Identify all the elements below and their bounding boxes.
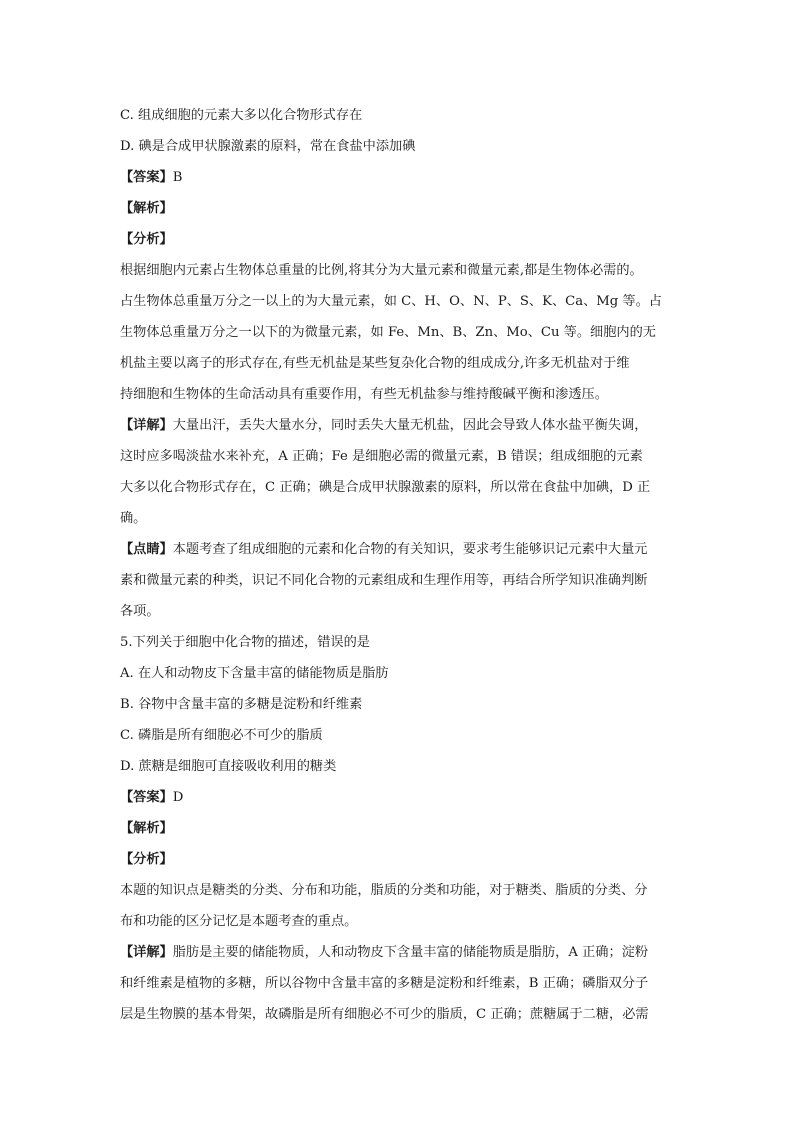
paragraph-line: 【详解】脂肪是主要的储能物质，人和动物皮下含量丰富的储能物质是脂肪，A 正确；淀粉 <box>120 945 649 960</box>
paragraph-line: 【点睛】本题考查了组成细胞的元素和化合物的有关知识，要求考生能够识记元素中大量元 <box>120 542 648 557</box>
paragraph-line: 【详解】大量出汗，丢失大量水分，同时丢失大量无机盐，因此会导致人体水盐平衡失调， <box>120 418 648 433</box>
q4-fenxi-tag: 【分析】 <box>120 232 173 247</box>
q4-fenxi-paragraph <box>120 255 680 410</box>
paragraph-line: 机盐主要以离子的形式存在,有些无机盐是某些复杂化合物的组成成分,许多无机盐对于维 <box>120 356 630 371</box>
q4-jiexi-tag: 【解析】 <box>120 201 173 216</box>
q5-xiangjie-paragraph <box>120 937 680 1030</box>
paragraph-line: 生物体总重量万分之一以下的为微量元素，如 Fe、Mn、B、Zn、Mo、Cu 等。细胞内的无 <box>120 325 656 340</box>
q5-option-c: C. 磷脂是所有细胞必不可少的脂质 <box>120 728 323 743</box>
answer-value: D <box>172 790 184 805</box>
paragraph-line: 占生物体总重量万分之一以上的为大量元素，如 C、H、O、N、P、S、K、Ca、Mg 等。占 <box>120 294 662 309</box>
q5-stem: 5.下列关于细胞中化合物的描述，错误的是 <box>120 635 370 650</box>
paragraph-line: 确。 <box>120 511 147 526</box>
q4-option-d: D. 碘是合成甲状腺激素的原料，常在食盐中添加碘 <box>120 139 416 154</box>
q5-option-b: B. 谷物中含量丰富的多糖是淀粉和纤维素 <box>120 697 363 712</box>
document-page <box>120 100 680 1030</box>
q4-answer <box>120 162 680 193</box>
q5-answer <box>120 782 680 813</box>
q4-dianjing-paragraph <box>120 534 680 627</box>
answer-value: B <box>172 170 183 185</box>
q5-fenxi-tag: 【分析】 <box>120 852 173 867</box>
paragraph-line: 各项。 <box>120 604 160 619</box>
paragraph-line: 本题的知识点是糖类的分类、分布和功能，脂质的分类和功能，对于糖类、脂质的分类、分 <box>120 883 648 898</box>
q4-xiangjie-paragraph <box>120 410 680 534</box>
dianjing-tag: 【点睛】 <box>120 542 173 557</box>
paragraph-line: 布和功能的区分记忆是本题考查的重点。 <box>120 914 358 929</box>
paragraph-line: 和纤维素是植物的多糖，所以谷物中含量丰富的多糖是淀粉和纤维素，B 正确；磷脂双分子 <box>120 976 649 991</box>
xiangjie-tag: 【详解】 <box>120 945 173 960</box>
q5-fenxi-paragraph <box>120 875 680 937</box>
xiangjie-tag: 【详解】 <box>120 418 173 433</box>
answer-tag: 【答案】 <box>120 790 173 805</box>
paragraph-line: 层是生物膜的基本骨架，故磷脂是所有细胞必不可少的脂质，C 正确；蔗糖属于二糖，必需 <box>120 1007 649 1022</box>
q4-option-c: C. 组成细胞的元素大多以化合物形式存在 <box>120 108 363 123</box>
q5-jiexi-tag: 【解析】 <box>120 821 173 836</box>
answer-tag: 【答案】 <box>120 170 173 185</box>
paragraph-line: 大多以化合物形式存在，C 正确；碘是合成甲状腺激素的原料，所以常在食盐中加碘，D 正 <box>120 480 651 495</box>
paragraph-line: 持细胞和生物体的生命活动具有重要作用，有些无机盐参与维持酸碱平衡和渗透压。 <box>120 387 608 402</box>
paragraph-line: 素和微量元素的种类，识记不同化合物的元素组成和生理作用等，再结合所学知识准确判断 <box>120 573 648 588</box>
paragraph-line: 根据细胞内元素占生物体总重量的比例,将其分为大量元素和微量元素,都是生物体必需的。 <box>120 263 643 278</box>
paragraph-line: 这时应多喝淡盐水来补充，A 正确；Fe 是细胞必需的微量元素，B 错误；组成细胞的元素 <box>120 449 643 464</box>
q5-option-a: A. 在人和动物皮下含量丰富的储能物质是脂肪 <box>120 666 389 681</box>
q5-option-d: D. 蔗糖是细胞可直接吸收利用的糖类 <box>120 759 337 774</box>
